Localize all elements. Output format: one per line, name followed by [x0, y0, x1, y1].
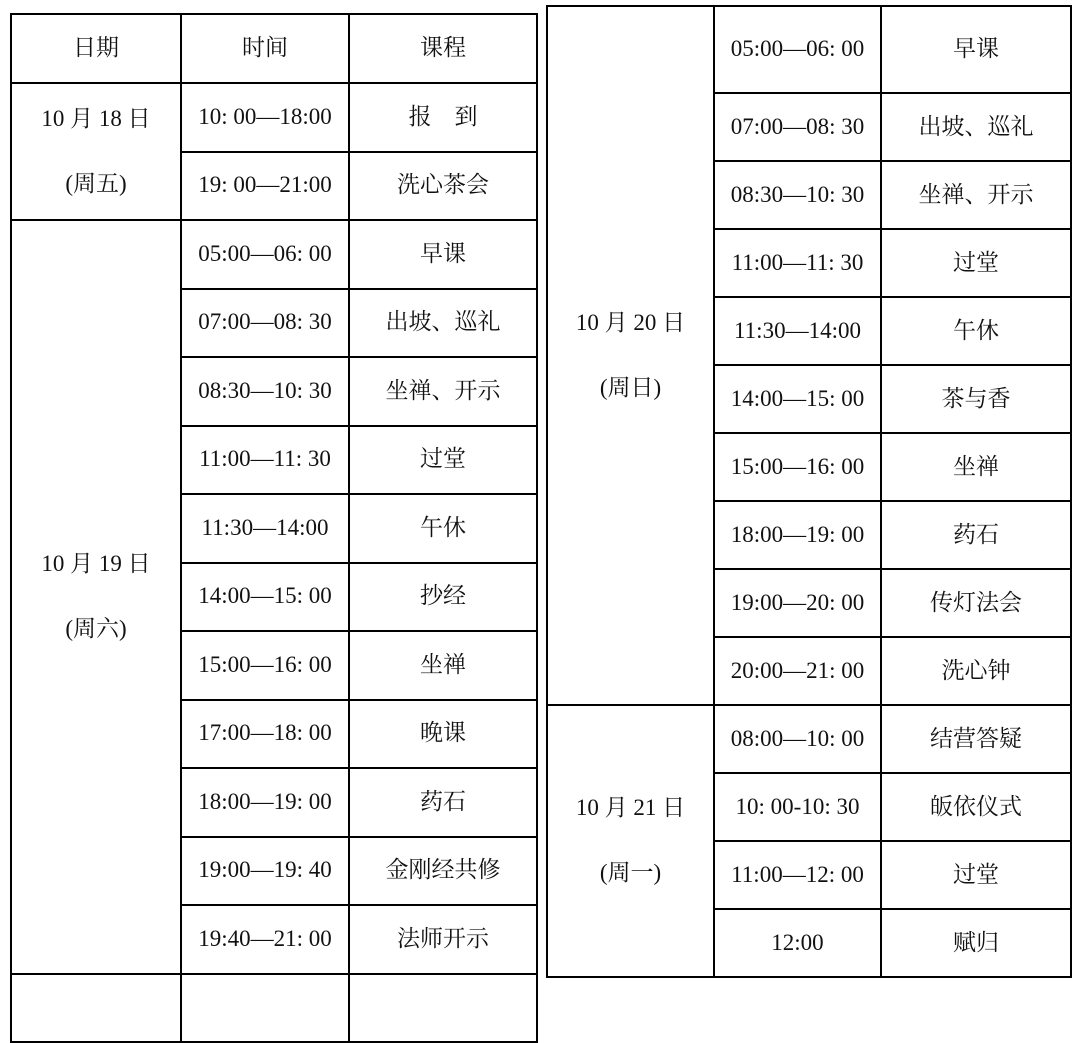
time-cell: 10: 00—18:00: [181, 83, 349, 152]
course-cell: 结营答疑: [881, 705, 1071, 773]
course-cell: 金刚经共修: [349, 837, 537, 906]
time-cell: 15:00—16: 00: [181, 631, 349, 700]
time-cell: 07:00—08: 30: [714, 93, 881, 161]
course-cell: 过堂: [349, 426, 537, 495]
time-cell: 05:00—06: 00: [181, 220, 349, 289]
time-cell: 14:00—15: 00: [181, 563, 349, 632]
cut-off-cell: [181, 974, 349, 1043]
course-cell: 法师开示: [349, 905, 537, 974]
course-cell: 早课: [881, 6, 1071, 93]
time-cell: 08:30—10: 30: [181, 357, 349, 426]
course-cell: 过堂: [881, 841, 1071, 909]
course-cell: 坐禅、开示: [881, 161, 1071, 229]
time-cell: 12:00: [714, 909, 881, 977]
left-schedule-table: [10, 13, 538, 1043]
course-cell: 过堂: [881, 229, 1071, 297]
course-cell: 午休: [881, 297, 1071, 365]
date-text: 10 月 21 日: [575, 795, 686, 821]
course-cell: 药石: [881, 501, 1071, 569]
weekday-text: (周六): [65, 615, 127, 641]
time-cell: 11:00—11: 30: [714, 229, 881, 297]
course-cell: 皈依仪式: [881, 773, 1071, 841]
time-cell: 07:00—08: 30: [181, 289, 349, 358]
course-cell: 午休: [349, 494, 537, 563]
header-row: [11, 14, 537, 83]
time-cell: 11:00—12: 00: [714, 841, 881, 909]
time-cell: 10: 00-10: 30: [714, 773, 881, 841]
table-row: [547, 6, 1071, 93]
header-cell-time: 时间: [181, 14, 349, 83]
time-cell: 20:00—21: 00: [714, 637, 881, 705]
cut-off-cell: [11, 974, 181, 1043]
date-text: 10 月 19 日: [41, 551, 151, 576]
time-cell: 14:00—15: 00: [714, 365, 881, 433]
time-cell: 05:00—06: 00: [714, 6, 881, 93]
weekday-text: (周日): [599, 374, 662, 400]
time-cell: 15:00—16: 00: [714, 433, 881, 501]
cut-off-cell: [349, 974, 537, 1043]
date-cell: [11, 220, 181, 974]
weekday-text: (周五): [65, 170, 127, 196]
right-schedule-table: [546, 5, 1072, 978]
time-cell: 11:00—11: 30: [181, 426, 349, 495]
course-cell: 药石: [349, 768, 537, 837]
course-cell: 茶与香: [881, 365, 1071, 433]
course-cell: 坐禅、开示: [349, 357, 537, 426]
course-cell: 晚课: [349, 700, 537, 769]
course-cell: 早课: [349, 220, 537, 289]
course-cell: 赋归: [881, 909, 1071, 977]
time-cell: 19:00—20: 00: [714, 569, 881, 637]
date-cell: [547, 705, 714, 977]
time-cell: 08:00—10: 00: [714, 705, 881, 773]
time-cell: 18:00—19: 00: [714, 501, 881, 569]
date-text: 10 月 20 日: [575, 309, 686, 335]
course-cell: 洗心茶会: [349, 152, 537, 221]
course-cell: 报 到: [349, 83, 537, 152]
course-cell: 坐禅: [349, 631, 537, 700]
date-cell: [547, 6, 714, 705]
course-cell: 抄经: [349, 563, 537, 632]
weekday-text: (周一): [599, 860, 662, 885]
course-cell: 出坡、巡礼: [881, 93, 1071, 161]
date-cell: [11, 83, 181, 220]
time-cell: 19: 00—21:00: [181, 152, 349, 221]
time-cell: 11:30—14:00: [714, 297, 881, 365]
date-text: 10 月 18 日: [41, 105, 151, 131]
time-cell: 19:40—21: 00: [181, 905, 349, 974]
time-cell: 18:00—19: 00: [181, 768, 349, 837]
time-cell: 08:30—10: 30: [714, 161, 881, 229]
table-row: [11, 220, 537, 289]
time-cell: 19:00—19: 40: [181, 837, 349, 906]
course-cell: 传灯法会: [881, 569, 1071, 637]
time-cell: 17:00—18: 00: [181, 700, 349, 769]
cut-off-row: [11, 974, 537, 1043]
course-cell: 出坡、巡礼: [349, 289, 537, 358]
header-cell-course: 课程: [349, 14, 537, 83]
time-cell: 11:30—14:00: [181, 494, 349, 563]
table-row: [547, 705, 1071, 773]
course-cell: 坐禅: [881, 433, 1071, 501]
header-cell-date: 日期: [11, 14, 181, 83]
course-cell: 洗心钟: [881, 637, 1071, 705]
table-row: [11, 83, 537, 152]
